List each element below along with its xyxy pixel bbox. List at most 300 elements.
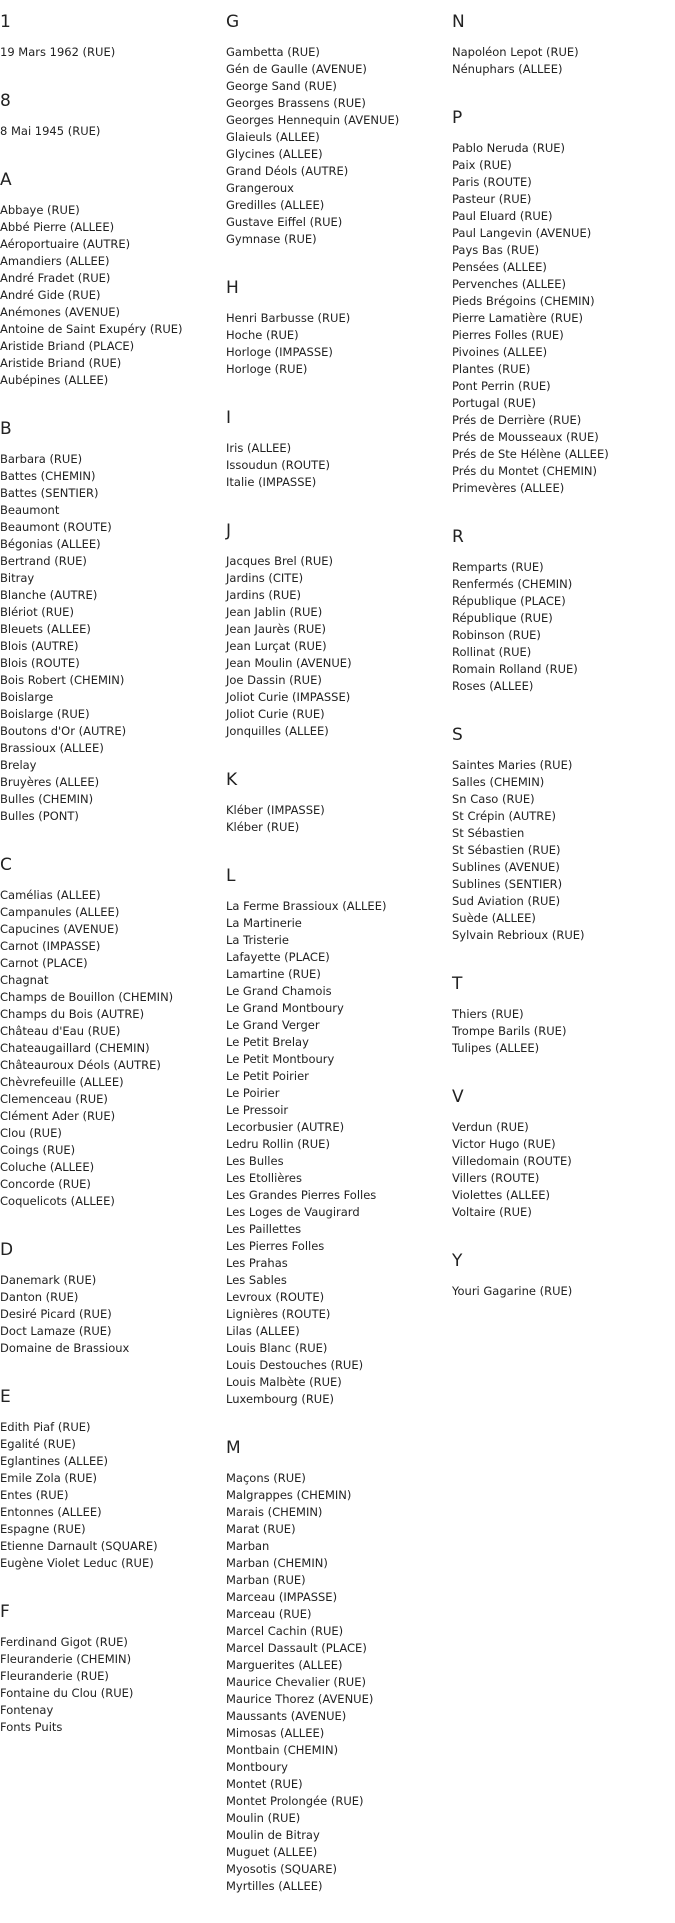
- street-link[interactable]: Prés de Derrière (RUE): [452, 413, 582, 427]
- street-link[interactable]: Blanche (AUTRE): [0, 588, 98, 602]
- street-link[interactable]: Pierres Folles (RUE): [452, 328, 564, 342]
- street-link[interactable]: Bleuets (ALLEE): [0, 622, 91, 636]
- letter-group: [226, 10, 446, 248]
- street-link[interactable]: Muguet (ALLEE): [226, 1845, 318, 1859]
- street-link[interactable]: Camélias (ALLEE): [0, 888, 101, 902]
- street-link[interactable]: Remparts (RUE): [452, 560, 544, 574]
- street-link[interactable]: St Sébastien: [452, 826, 525, 840]
- street-link[interactable]: Domaine de Brassioux: [0, 1341, 130, 1355]
- street-link[interactable]: Moulin de Bitray: [226, 1828, 320, 1842]
- street-link[interactable]: Château d'Eau (RUE): [0, 1024, 121, 1038]
- street-link[interactable]: Grand Déols (AUTRE): [226, 164, 349, 178]
- street-link[interactable]: Boislarge (RUE): [0, 707, 90, 721]
- street-link[interactable]: Fontenay: [0, 1703, 54, 1717]
- street-link[interactable]: Plantes (RUE): [452, 362, 531, 376]
- street-link[interactable]: Beaumont (ROUTE): [0, 520, 112, 534]
- street-link[interactable]: Le Petit Montboury: [226, 1052, 335, 1066]
- street-link[interactable]: Bitray: [0, 571, 35, 585]
- column-1: [0, 10, 220, 1764]
- street-link[interactable]: Moulin (RUE): [226, 1811, 301, 1825]
- street-item: [226, 1323, 446, 1340]
- street-link[interactable]: 8 Mai 1945 (RUE): [0, 124, 101, 138]
- street-link[interactable]: Le Petit Poirier: [226, 1069, 309, 1083]
- street-item: [226, 327, 446, 344]
- street-link[interactable]: Desiré Picard (RUE): [0, 1307, 112, 1321]
- street-link[interactable]: Clément Ader (RUE): [0, 1109, 116, 1123]
- street-link[interactable]: Anémones (AVENUE): [0, 305, 121, 319]
- letter-group: [0, 1238, 220, 1357]
- street-link[interactable]: Bruyères (ALLEE): [0, 775, 100, 789]
- street-item: [226, 1272, 446, 1289]
- street-link[interactable]: Louis Blanc (RUE): [226, 1341, 328, 1355]
- street-link[interactable]: Marcel Dassault (PLACE): [226, 1641, 367, 1655]
- street-link[interactable]: Gambetta (RUE): [226, 45, 320, 59]
- street-link[interactable]: Myosotis (SQUARE): [226, 1862, 338, 1876]
- letter-group: [0, 1385, 220, 1572]
- street-item: [452, 208, 675, 225]
- street-link[interactable]: Grangeroux: [226, 181, 294, 195]
- street-link[interactable]: Beaumont: [0, 503, 60, 517]
- street-link[interactable]: Fonts Puits: [0, 1720, 63, 1734]
- street-link[interactable]: Pasteur (RUE): [452, 192, 532, 206]
- street-link[interactable]: Paix (RUE): [452, 158, 512, 172]
- street-link[interactable]: Pays Bas (RUE): [452, 243, 540, 257]
- street-link[interactable]: Aéroportuaire (AUTRE): [0, 237, 131, 251]
- street-link[interactable]: Sylvain Rebrioux (RUE): [452, 928, 585, 942]
- street-item: [0, 1176, 220, 1193]
- street-item: [0, 1142, 220, 1159]
- street-link[interactable]: Malgrappes (CHEMIN): [226, 1488, 352, 1502]
- street-link[interactable]: Maçons (RUE): [226, 1471, 306, 1485]
- street-item: [226, 1844, 446, 1861]
- street-item: [226, 112, 446, 129]
- street-item: [0, 655, 220, 672]
- street-item: [226, 706, 446, 723]
- street-item: [226, 655, 446, 672]
- street-item: [0, 1436, 220, 1453]
- street-link[interactable]: Marais (CHEMIN): [226, 1505, 323, 1519]
- letter-group: [452, 723, 675, 944]
- letter-heading: C: [0, 855, 12, 875]
- street-link[interactable]: La Ferme Brassioux (ALLEE): [226, 899, 387, 913]
- street-link[interactable]: Coluche (ALLEE): [0, 1160, 95, 1174]
- street-link[interactable]: Lamartine (RUE): [226, 967, 321, 981]
- street-link[interactable]: Napoléon Lepot (RUE): [452, 45, 579, 59]
- street-link[interactable]: Gustave Eiffel (RUE): [226, 215, 343, 229]
- street-item: [226, 78, 446, 95]
- letter-group: [452, 1249, 675, 1300]
- street-item: [226, 1572, 446, 1589]
- street-link[interactable]: Carnot (PLACE): [0, 956, 88, 970]
- street-item: [226, 932, 446, 949]
- street-link[interactable]: Horloge (RUE): [226, 362, 308, 376]
- street-link[interactable]: Voltaire (RUE): [452, 1205, 532, 1219]
- street-link[interactable]: Bertrand (RUE): [0, 554, 87, 568]
- street-item: [0, 1719, 220, 1736]
- street-link[interactable]: Romain Rolland (RUE): [452, 662, 578, 676]
- street-link[interactable]: Sublines (AVENUE): [452, 860, 560, 874]
- street-link[interactable]: République (PLACE): [452, 594, 566, 608]
- street-item: [226, 1034, 446, 1051]
- street-item: [226, 163, 446, 180]
- street-item: [452, 610, 675, 627]
- street-link[interactable]: Les Prahas: [226, 1256, 288, 1270]
- street-link[interactable]: Robinson (RUE): [452, 628, 541, 642]
- street-link[interactable]: Prés du Montet (CHEMIN): [452, 464, 598, 478]
- street-link[interactable]: Chateaugaillard (CHEMIN): [0, 1041, 150, 1055]
- street-link[interactable]: Marban: [226, 1539, 270, 1553]
- street-link[interactable]: Le Petit Brelay: [226, 1035, 309, 1049]
- street-link[interactable]: Les Sables: [226, 1273, 287, 1287]
- street-link[interactable]: Le Poirier: [226, 1086, 280, 1100]
- street-link[interactable]: Paul Eluard (RUE): [452, 209, 553, 223]
- letter-group: [0, 168, 220, 389]
- street-item: [0, 904, 220, 921]
- street-item: [226, 1374, 446, 1391]
- street-item: [226, 1255, 446, 1272]
- street-link[interactable]: Iris (ALLEE): [226, 441, 292, 455]
- street-link[interactable]: Les Loges de Vaugirard: [226, 1205, 360, 1219]
- street-link[interactable]: Clou (RUE): [0, 1126, 62, 1140]
- street-link[interactable]: Pervenches (ALLEE): [452, 277, 567, 291]
- street-link[interactable]: Montboury: [226, 1760, 288, 1774]
- street-link[interactable]: St Crépin (AUTRE): [452, 809, 557, 823]
- street-item: [452, 463, 675, 480]
- street-item: [452, 1204, 675, 1221]
- street-link[interactable]: Marguerites (ALLEE): [226, 1658, 343, 1672]
- street-link[interactable]: André Gide (RUE): [0, 288, 101, 302]
- street-link[interactable]: Blois (ROUTE): [0, 656, 80, 670]
- street-link[interactable]: Glaieuls (ALLEE): [226, 130, 320, 144]
- street-link[interactable]: Villedomain (ROUTE): [452, 1154, 572, 1168]
- street-item: [226, 689, 446, 706]
- street-item: [226, 1187, 446, 1204]
- street-link[interactable]: Marban (CHEMIN): [226, 1556, 328, 1570]
- street-link[interactable]: Jacques Brel (RUE): [226, 554, 334, 568]
- letter-group: [0, 417, 220, 825]
- street-link[interactable]: Bulles (CHEMIN): [0, 792, 94, 806]
- street-link[interactable]: Kléber (RUE): [226, 820, 300, 834]
- street-item: [0, 1272, 220, 1289]
- street-link[interactable]: Marceau (IMPASSE): [226, 1590, 338, 1604]
- street-item: [226, 1674, 446, 1691]
- letter-heading: L: [226, 866, 236, 886]
- street-link[interactable]: Blois (AUTRE): [0, 639, 79, 653]
- street-item: [0, 989, 220, 1006]
- street-link[interactable]: Les Grandes Pierres Folles: [226, 1188, 377, 1202]
- street-item: [0, 1453, 220, 1470]
- street-link[interactable]: Clemenceau (RUE): [0, 1092, 108, 1106]
- street-link[interactable]: Joliot Curie (RUE): [226, 707, 325, 721]
- street-item: [452, 825, 675, 842]
- street-item: [226, 1878, 446, 1895]
- street-link[interactable]: Portugal (RUE): [452, 396, 536, 410]
- street-item: [0, 604, 220, 621]
- street-link[interactable]: Fontaine du Clou (RUE): [0, 1686, 134, 1700]
- street-link[interactable]: La Tristerie: [226, 933, 289, 947]
- street-link[interactable]: Doct Lamaze (RUE): [0, 1324, 112, 1338]
- street-item: [226, 361, 446, 378]
- street-link[interactable]: Trompe Barils (RUE): [452, 1024, 567, 1038]
- street-item: [226, 1504, 446, 1521]
- street-item: [226, 1102, 446, 1119]
- street-link[interactable]: Carnot (IMPASSE): [0, 939, 101, 953]
- street-link[interactable]: Marban (RUE): [226, 1573, 306, 1587]
- street-link[interactable]: Gymnase (RUE): [226, 232, 317, 246]
- street-link[interactable]: Violettes (ALLEE): [452, 1188, 551, 1202]
- street-link[interactable]: Victor Hugo (RUE): [452, 1137, 556, 1151]
- street-link[interactable]: Roses (ALLEE): [452, 679, 534, 693]
- street-link[interactable]: Eugène Violet Leduc (RUE): [0, 1556, 154, 1570]
- street-link[interactable]: Coings (RUE): [0, 1143, 76, 1157]
- street-item: [226, 95, 446, 112]
- street-item: [226, 672, 446, 689]
- street-link[interactable]: République (RUE): [452, 611, 553, 625]
- street-link[interactable]: Georges Hennequin (AVENUE): [226, 113, 400, 127]
- street-item: [226, 344, 446, 361]
- street-link[interactable]: Henri Barbusse (RUE): [226, 311, 351, 325]
- street-link[interactable]: Brassioux (ALLEE): [0, 741, 104, 755]
- street-link[interactable]: Maussants (AVENUE): [226, 1709, 347, 1723]
- street-link[interactable]: Etienne Darnault (SQUARE): [0, 1539, 158, 1553]
- street-link[interactable]: Entes (RUE): [0, 1488, 69, 1502]
- street-link[interactable]: Primevères (ALLEE): [452, 481, 565, 495]
- street-link[interactable]: Amandiers (ALLEE): [0, 254, 110, 268]
- street-item: [0, 1419, 220, 1436]
- street-link[interactable]: Louis Destouches (RUE): [226, 1358, 364, 1372]
- street-item: [0, 1193, 220, 1210]
- street-item: [452, 593, 675, 610]
- street-link[interactable]: Lecorbusier (AUTRE): [226, 1120, 345, 1134]
- column-3: [452, 10, 675, 1328]
- street-link[interactable]: Le Grand Chamois: [226, 984, 332, 998]
- street-link[interactable]: Boislarge: [0, 690, 54, 704]
- street-link[interactable]: Verdun (RUE): [452, 1120, 529, 1134]
- street-link[interactable]: Abbaye (RUE): [0, 203, 80, 217]
- street-link[interactable]: Rollinat (RUE): [452, 645, 532, 659]
- street-link[interactable]: Eglantines (ALLEE): [0, 1454, 108, 1468]
- street-item: [226, 1340, 446, 1357]
- street-item: [452, 395, 675, 412]
- street-link[interactable]: Les Bulles: [226, 1154, 284, 1168]
- street-link[interactable]: Sn Caso (RUE): [452, 792, 535, 806]
- street-link[interactable]: Pablo Neruda (RUE): [452, 141, 565, 155]
- street-link[interactable]: La Martinerie: [226, 916, 302, 930]
- street-item: [0, 1108, 220, 1125]
- street-link[interactable]: Issoudun (ROUTE): [226, 458, 330, 472]
- street-link[interactable]: Campanules (ALLEE): [0, 905, 120, 919]
- street-link[interactable]: Bégonias (ALLEE): [0, 537, 101, 551]
- letter-heading: 8: [0, 91, 11, 111]
- letter-group: [226, 768, 446, 836]
- street-link[interactable]: Lignières (ROUTE): [226, 1307, 331, 1321]
- street-item: [0, 1538, 220, 1555]
- street-link[interactable]: Les Pierres Folles: [226, 1239, 325, 1253]
- street-item: [226, 129, 446, 146]
- street-link[interactable]: Brelay: [0, 758, 37, 772]
- street-link[interactable]: Battes (CHEMIN): [0, 469, 96, 483]
- street-link[interactable]: Capucines (AVENUE): [0, 922, 119, 936]
- street-link[interactable]: Villers (ROUTE): [452, 1171, 540, 1185]
- street-link[interactable]: Jean Jaurès (RUE): [226, 622, 327, 636]
- street-link[interactable]: Horloge (IMPASSE): [226, 345, 333, 359]
- street-link[interactable]: Glycines (ALLEE): [226, 147, 323, 161]
- street-link[interactable]: Les Etollières: [226, 1171, 302, 1185]
- street-item: [452, 412, 675, 429]
- street-link[interactable]: Blériot (RUE): [0, 605, 74, 619]
- street-link[interactable]: Aristide Briand (PLACE): [0, 339, 135, 353]
- street-link[interactable]: Kléber (IMPASSE): [226, 803, 325, 817]
- street-link[interactable]: Youri Gagarine (RUE): [452, 1284, 573, 1298]
- street-item: [0, 1651, 220, 1668]
- street-item: [452, 927, 675, 944]
- street-link[interactable]: Bois Robert (CHEMIN): [0, 673, 125, 687]
- street-link[interactable]: Concorde (RUE): [0, 1177, 91, 1191]
- street-link[interactable]: Myrtilles (ALLEE): [226, 1879, 323, 1893]
- street-link[interactable]: Pont Perrin (RUE): [452, 379, 551, 393]
- street-link[interactable]: Bulles (PONT): [0, 809, 79, 823]
- street-link[interactable]: Montbain (CHEMIN): [226, 1743, 339, 1757]
- street-item: [452, 157, 675, 174]
- street-link[interactable]: Marceau (RUE): [226, 1607, 312, 1621]
- street-link[interactable]: Lafayette (PLACE): [226, 950, 330, 964]
- street-item: [226, 587, 446, 604]
- letter-group: [0, 1600, 220, 1736]
- street-item: [226, 1306, 446, 1323]
- street-link[interactable]: Salles (CHEMIN): [452, 775, 545, 789]
- street-link[interactable]: Jean Lurçat (RUE): [226, 639, 327, 653]
- street-link[interactable]: Le Grand Verger: [226, 1018, 320, 1032]
- street-link[interactable]: Pierre Lamatière (RUE): [452, 311, 584, 325]
- letter-group: [452, 972, 675, 1057]
- street-link[interactable]: Prés de Mousseaux (RUE): [452, 430, 599, 444]
- street-link[interactable]: Le Grand Montboury: [226, 1001, 344, 1015]
- street-link[interactable]: Ferdinand Gigot (RUE): [0, 1635, 128, 1649]
- street-item: [0, 372, 220, 389]
- street-link[interactable]: Renfermés (CHEMIN): [452, 577, 573, 591]
- street-link[interactable]: Saintes Maries (RUE): [452, 758, 573, 772]
- street-item: [0, 955, 220, 972]
- street-item: [226, 1725, 446, 1742]
- street-item: [226, 1068, 446, 1085]
- street-link[interactable]: Egalité (RUE): [0, 1437, 76, 1451]
- street-link[interactable]: Fleuranderie (CHEMIN): [0, 1652, 132, 1666]
- street-item: [226, 231, 446, 248]
- street-link[interactable]: Hoche (RUE): [226, 328, 299, 342]
- street-link[interactable]: Georges Brassens (RUE): [226, 96, 366, 110]
- street-link[interactable]: Mimosas (ALLEE): [226, 1726, 325, 1740]
- street-link[interactable]: Champs du Bois (AUTRE): [0, 1007, 145, 1021]
- street-link[interactable]: Levroux (ROUTE): [226, 1290, 325, 1304]
- street-link[interactable]: Aubépines (ALLEE): [0, 373, 109, 387]
- street-link[interactable]: Gredilles (ALLEE): [226, 198, 325, 212]
- street-link[interactable]: Maurice Chevalier (RUE): [226, 1675, 366, 1689]
- street-link[interactable]: Marcel Cachin (RUE): [226, 1624, 344, 1638]
- street-link[interactable]: Danemark (RUE): [0, 1273, 97, 1287]
- street-link[interactable]: 19 Mars 1962 (RUE): [0, 45, 116, 59]
- street-link[interactable]: Louis Malbète (RUE): [226, 1375, 342, 1389]
- street-item: [452, 678, 675, 695]
- street-link[interactable]: Thiers (RUE): [452, 1007, 524, 1021]
- street-link[interactable]: Abbé Pierre (ALLEE): [0, 220, 115, 234]
- street-link[interactable]: Edith Piaf (RUE): [0, 1420, 91, 1434]
- street-item: [226, 1136, 446, 1153]
- street-link[interactable]: Paul Langevin (AVENUE): [452, 226, 592, 240]
- street-link[interactable]: Barbara (RUE): [0, 452, 83, 466]
- street-link[interactable]: Pensées (ALLEE): [452, 260, 547, 274]
- street-item: [452, 808, 675, 825]
- street-item: [226, 553, 446, 570]
- street-link[interactable]: Jean Jablin (RUE): [226, 605, 323, 619]
- street-link[interactable]: Châteauroux Déols (AUTRE): [0, 1058, 161, 1072]
- street-link[interactable]: Ledru Rollin (RUE): [226, 1137, 330, 1151]
- street-link[interactable]: Danton (RUE): [0, 1290, 79, 1304]
- street-link[interactable]: Pivoines (ALLEE): [452, 345, 548, 359]
- street-item: [0, 304, 220, 321]
- street-link[interactable]: Prés de Ste Hélène (ALLEE): [452, 447, 609, 461]
- street-link[interactable]: Antoine de Saint Exupéry (RUE): [0, 322, 183, 336]
- street-link[interactable]: St Sébastien (RUE): [452, 843, 561, 857]
- letter-group: [226, 519, 446, 740]
- street-link[interactable]: Chèvrefeuille (ALLEE): [0, 1075, 124, 1089]
- street-link[interactable]: Jean Moulin (AVENUE): [226, 656, 352, 670]
- street-link[interactable]: Italie (IMPASSE): [226, 475, 317, 489]
- street-link[interactable]: Battes (SENTIER): [0, 486, 99, 500]
- street-link[interactable]: Fleuranderie (RUE): [0, 1669, 109, 1683]
- street-link[interactable]: Espagne (RUE): [0, 1522, 86, 1536]
- street-link[interactable]: Sublines (SENTIER): [452, 877, 563, 891]
- street-link[interactable]: Marat (RUE): [226, 1522, 296, 1536]
- street-link[interactable]: Sud Aviation (RUE): [452, 894, 561, 908]
- street-link[interactable]: Boutons d'Or (AUTRE): [0, 724, 127, 738]
- street-link[interactable]: Jonquilles (ALLEE): [226, 724, 329, 738]
- street-link[interactable]: Aristide Briand (RUE): [0, 356, 122, 370]
- street-link[interactable]: George Sand (RUE): [226, 79, 337, 93]
- street-link[interactable]: Paris (ROUTE): [452, 175, 532, 189]
- letter-group: [452, 1085, 675, 1221]
- street-link[interactable]: Suède (ALLEE): [452, 911, 536, 925]
- street-link[interactable]: Gén de Gaulle (AVENUE): [226, 62, 367, 76]
- street-item: [452, 44, 675, 61]
- street-link[interactable]: Le Pressoir: [226, 1103, 289, 1117]
- street-link[interactable]: Jardins (CITE): [226, 571, 304, 585]
- street-link[interactable]: Jardins (RUE): [226, 588, 302, 602]
- street-link[interactable]: Joliot Curie (IMPASSE): [226, 690, 351, 704]
- street-link[interactable]: Entonnes (ALLEE): [0, 1505, 102, 1519]
- street-link[interactable]: André Fradet (RUE): [0, 271, 111, 285]
- street-item: [0, 468, 220, 485]
- street-link[interactable]: Champs de Bouillon (CHEMIN): [0, 990, 174, 1004]
- street-link[interactable]: Les Paillettes: [226, 1222, 302, 1236]
- letter-heading: R: [452, 527, 464, 547]
- street-link[interactable]: Montet (RUE): [226, 1777, 303, 1791]
- street-link[interactable]: Lilas (ALLEE): [226, 1324, 300, 1338]
- street-link[interactable]: Pieds Brégoins (CHEMIN): [452, 294, 595, 308]
- street-link[interactable]: Chagnat: [0, 973, 49, 987]
- street-item: [226, 1000, 446, 1017]
- street-link[interactable]: Maurice Thorez (AVENUE): [226, 1692, 374, 1706]
- street-item: [0, 774, 220, 791]
- street-link[interactable]: Luxembourg (RUE): [226, 1392, 334, 1406]
- street-link[interactable]: Emile Zola (RUE): [0, 1471, 98, 1485]
- street-link[interactable]: Montet Prolongée (RUE): [226, 1794, 364, 1808]
- street-link[interactable]: Coquelicots (ALLEE): [0, 1194, 115, 1208]
- letter-group: [226, 1436, 446, 1895]
- street-link[interactable]: Tulipes (ALLEE): [452, 1041, 540, 1055]
- street-item: [226, 1640, 446, 1657]
- street-link[interactable]: Joe Dassin (RUE): [226, 673, 322, 687]
- street-link[interactable]: Nénuphars (ALLEE): [452, 62, 563, 76]
